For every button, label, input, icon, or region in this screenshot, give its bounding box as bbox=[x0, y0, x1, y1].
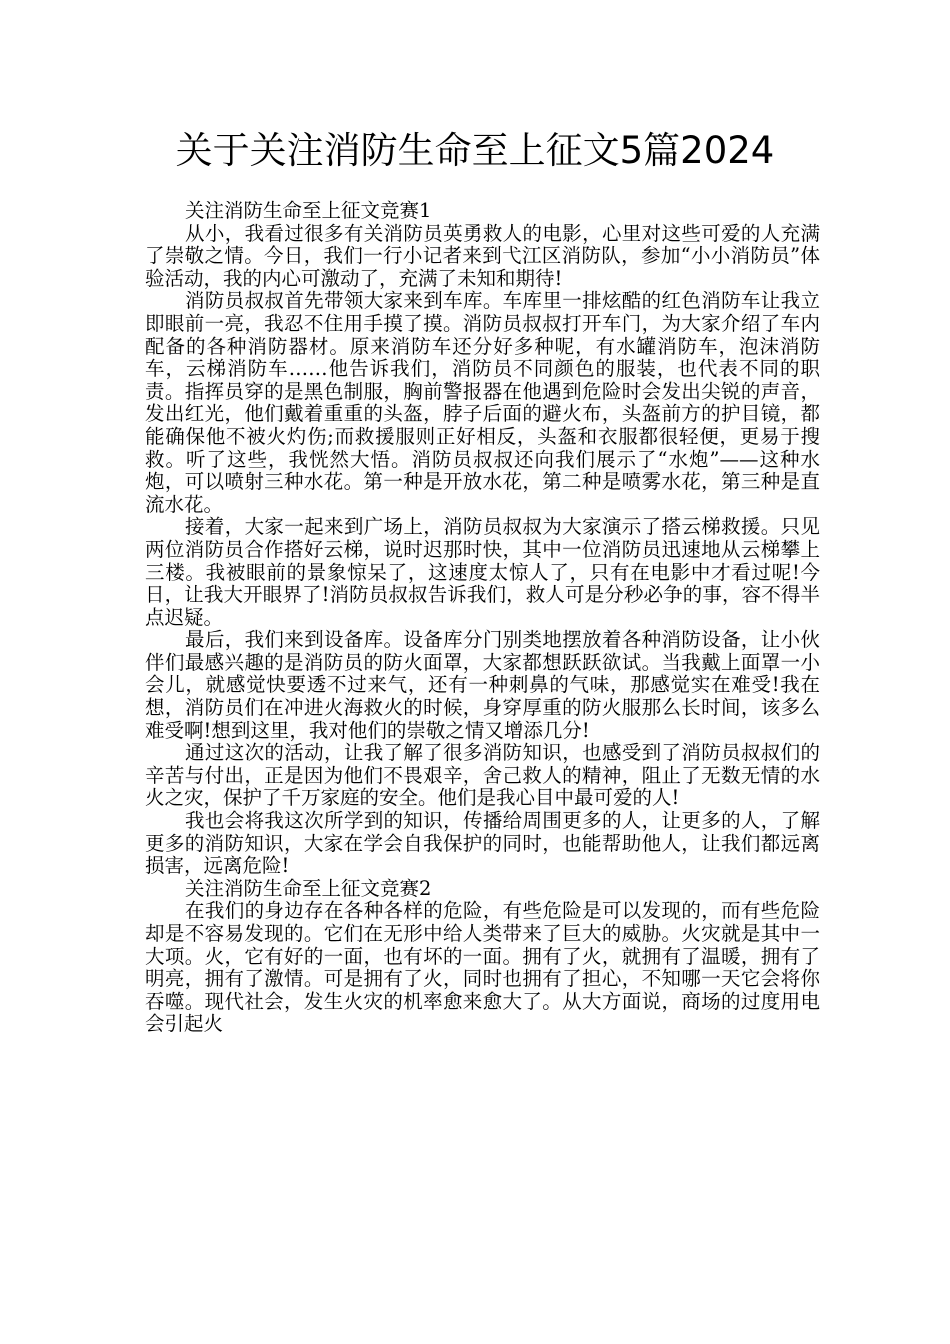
paragraph: 在我们的身边存在各种各样的危险，有些危险是可以发现的，而有些危险却是不容易发现的。它们在无形中给人类带来了巨大的威胁。火灾就是其中一大项。火，它有好的一面，也有坏的一面。拥有了火，就拥有了温暖，拥有了明亮，拥有了激情。可是拥有了火，同时也拥有了担心，不知哪一天它会将你吞噬。现代社会，发生火灾的机率愈来愈大了。从大方面说，商场的过度用电会引起火 bbox=[145, 899, 820, 1036]
document-title: 关于关注消防生命至上征文5篇2024 bbox=[175, 129, 775, 172]
paragraph: 我也会将我这次所学到的知识，传播给周围更多的人，让更多的人，了解更多的消防知识，大家在学会自我保护的同时，也能帮助他人，让我们都远离损害，远离危险! bbox=[145, 809, 820, 878]
document-body bbox=[145, 200, 820, 1036]
paragraph: 通过这次的活动，让我了解了很多消防知识，也感受到了消防员叔叔们的辛苦与付出，正是因为他们不畏艰辛，舍己救人的精神，阻止了无数无情的水火之灾，保护了千万家庭的安全。他们是我心目中最可爱的人! bbox=[145, 741, 820, 810]
section-heading-2: 关注消防生命至上征文竞赛2 bbox=[185, 876, 432, 900]
paragraph: 接着，大家一起来到广场上，消防员叔叔为大家演示了搭云梯救援。只见两位消防员合作搭好云梯，说时迟那时快，其中一位消防员迅速地从云梯攀上三楼。我被眼前的景象惊呆了，这速度太惊人了，只有在电影中才看过呢!今日，让我大开眼界了!消防员叔叔告诉我们，救人可是分秒必争的事，容不得半点迟疑。 bbox=[145, 515, 820, 629]
paragraph: 最后，我们来到设备库。设备库分门别类地摆放着各种消防设备，让小伙伴们最感兴趣的是消防员的防火面罩，大家都想跃跃欲试。当我戴上面罩一小会儿，就感觉快要透不过来气，还有一种刺鼻的气味，那感觉实在难受!我在想，消防员们在冲进火海救火的时候，身穿厚重的防火服那么长时间，该多么难受啊!想到这里，我对他们的崇敬之情又增添几分! bbox=[145, 628, 820, 742]
paragraph: 消防员叔叔首先带领大家来到车库。车库里一排炫酷的红色消防车让我立即眼前一亮，我忍不住用手摸了摸。消防员叔叔打开车门，为大家介绍了车内配备的各种消防器材。原来消防车还分好多种呢，有水罐消防车，泡沫消防车，云梯消防车……他告诉我们，消防员不同颜色的服装，也代表不同的职责。指挥员穿的是黑色制服，胸前警报器在他遇到危险时会发出尖锐的声音，发出红光，他们戴着重重的头盔，脖子后面的避火布，头盔前方的护目镜，都能确保他不被火灼伤;而救援服则正好相反，头盔和衣服都很轻便，更易于搜救。听了这些，我恍然大悟。消防员叔叔还向我们展示了“水炮”——这种水炮，可以喷射三种水花。第一种是开放水花，第二种是喷雾水花，第三种是直流水花。 bbox=[145, 289, 820, 516]
section-heading-1: 关注消防生命至上征文竞赛1 bbox=[185, 199, 432, 222]
paragraph: 从小，我看过很多有关消防员英勇救人的电影，心里对这些可爱的人充满了崇敬之情。今日，我们一行小记者来到弋江区消防队，参加“小小消防员”体验活动，我的内心可激动了，充满了未知和期待! bbox=[145, 221, 820, 290]
